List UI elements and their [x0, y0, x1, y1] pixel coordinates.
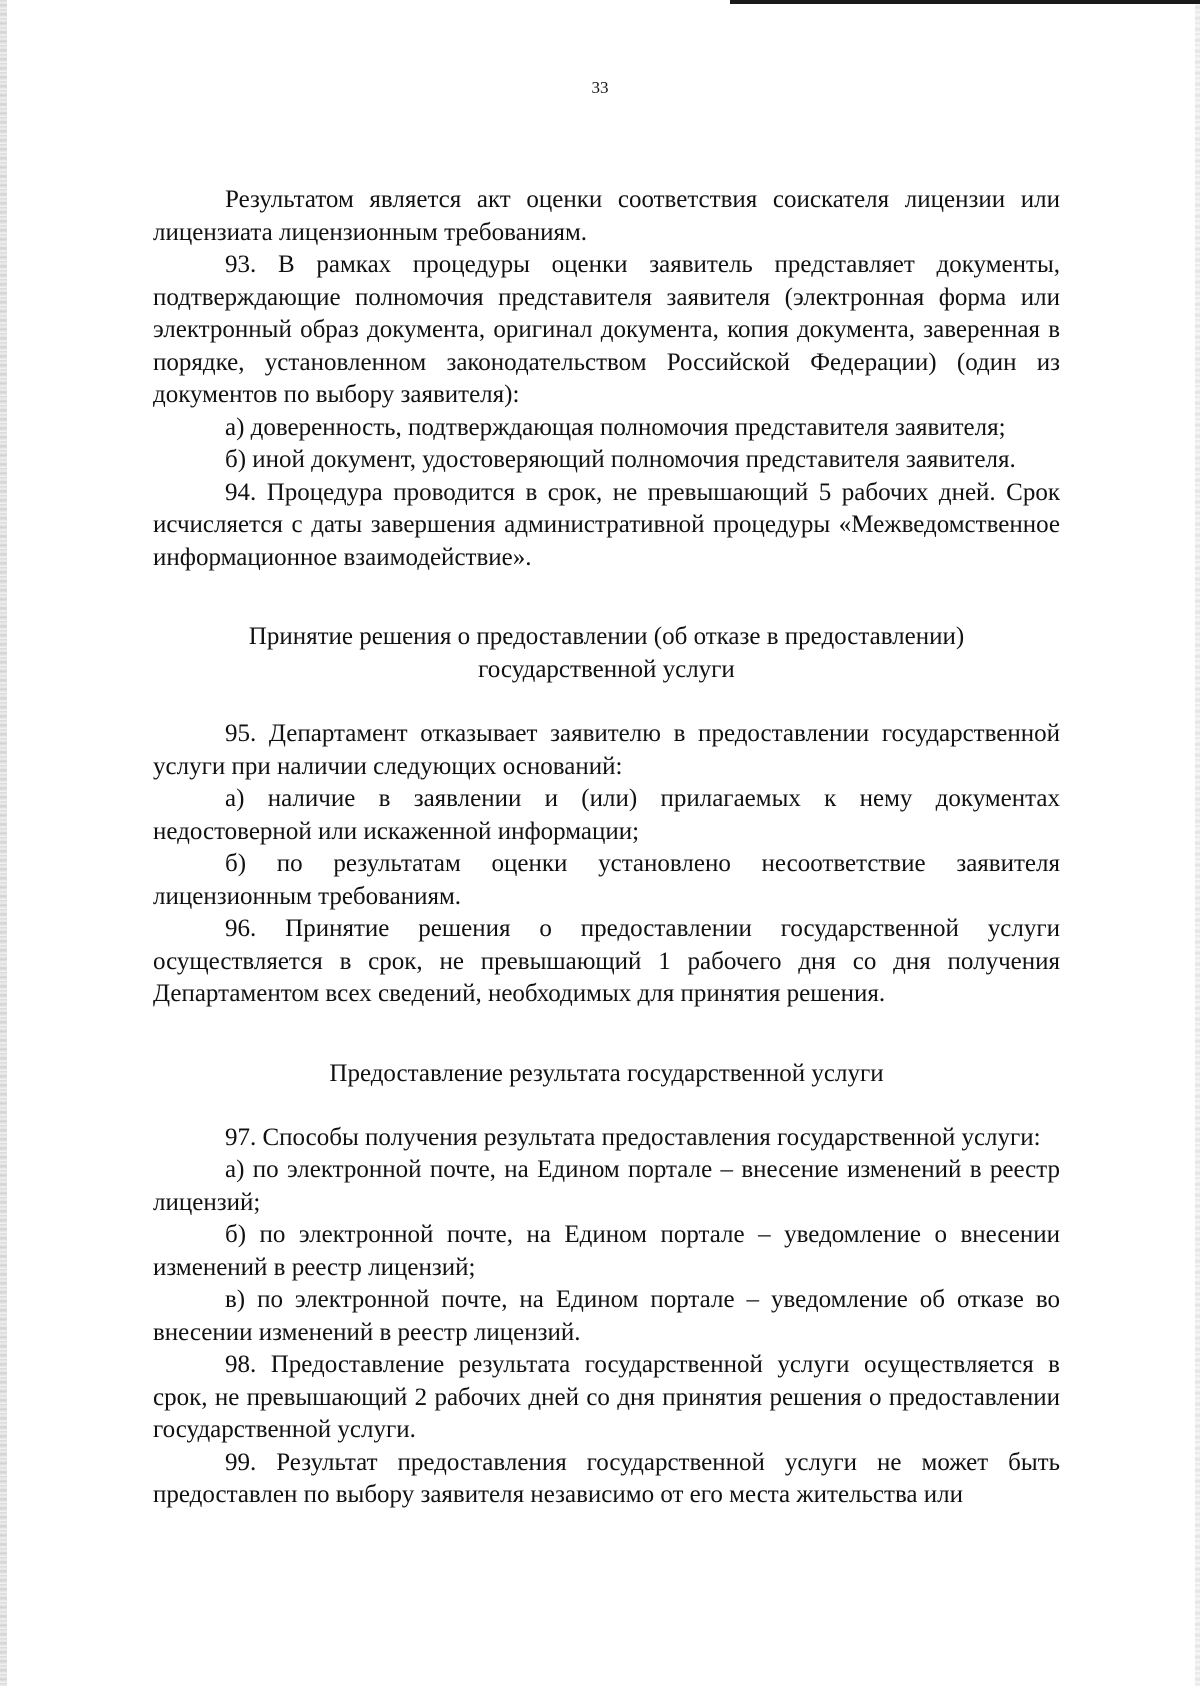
document-body [153, 184, 1060, 1512]
paragraph-97b: б) по электронной почте, на Едином портале – уведомление о внесении изменений в реестр лицензий; [153, 1221, 1060, 1281]
page-number: 33 [591, 78, 609, 97]
paragraph-99: 99. Результат предоставления государственной услуги не может быть предоставлен по выбору заявителя независимо от его места жительства или [153, 1448, 1060, 1508]
paragraph-95a: а) наличие в заявлении и (или) прилагаемых к нему документах недостоверной или искаженной информации; [153, 785, 1060, 845]
paragraph-97: 97. Способы получения результата предоставления государственной услуги: [225, 1123, 1041, 1151]
paragraph-93: 93. В рамках процедуры оценки заявитель представляет документы, подтверждающие полномочия представителя заявителя (электронная форма или электронный образ документа, оригинал документа, копия документа, заверенная в порядке, установленном законодательством Российской Федерации) (один из документов по выбору заявителя): [153, 251, 1060, 408]
section-heading-decision-line1: Принятие решения о предоставлении (об отказе в предоставлении) [248, 623, 965, 650]
section-heading-result [153, 1057, 1060, 1090]
paragraph-93a: а) доверенность, подтверждающая полномочия представителя заявителя; [225, 413, 1006, 441]
paragraph-96: 96. Принятие решения о предоставлении государственной услуги осуществляется в срок, не превышающий 1 рабочего дня со дня получения Департаментом всех сведений, необходимых для принятия решения. [153, 915, 1060, 1007]
paragraph-98: 98. Предоставление результата государственной услуги осуществляется в срок, не превышающий 2 рабочих дней со дня принятия решения о предоставлении государственной услуги. [153, 1351, 1060, 1443]
paragraph-95: 95. Департамент отказывает заявителю в предоставлении государственной услуги при наличии следующих оснований: [153, 720, 1060, 780]
paragraph-94: 94. Процедура проводится в срок, не превышающий 5 рабочих дней. Срок исчисляется с даты завершения административной процедуры «Межведомственное информационное взаимодействие». [153, 478, 1060, 571]
section-heading-decision [153, 620, 1060, 686]
scan-top-bar [730, 0, 1200, 4]
paragraph-result: Результатом является акт оценки соответствия соискателя лицензии или лицензиата лицензионным требованиям. [153, 186, 1060, 246]
section-heading-result-line: Предоставление результата государственной услуги [329, 1059, 884, 1087]
paragraph-93b: б) иной документ, удостоверяющий полномочия представителя заявителя. [225, 446, 1016, 473]
paragraph-97c: в) по электронной почте, на Едином портале – уведомление об отказе во внесении изменений в реестр лицензий. [153, 1286, 1060, 1346]
paragraph-95b: б) по результатам оценки установлено несоответствие заявителя лицензионным требованиям. [153, 850, 1060, 910]
section-heading-decision-line2: государственной услуги [478, 656, 735, 683]
scan-edge-left [0, 0, 7, 1686]
paragraph-97a: а) по электронной почте, на Едином портале – внесение изменений в реестр лицензий; [153, 1156, 1060, 1216]
scan-edge-right [1195, 0, 1200, 1686]
